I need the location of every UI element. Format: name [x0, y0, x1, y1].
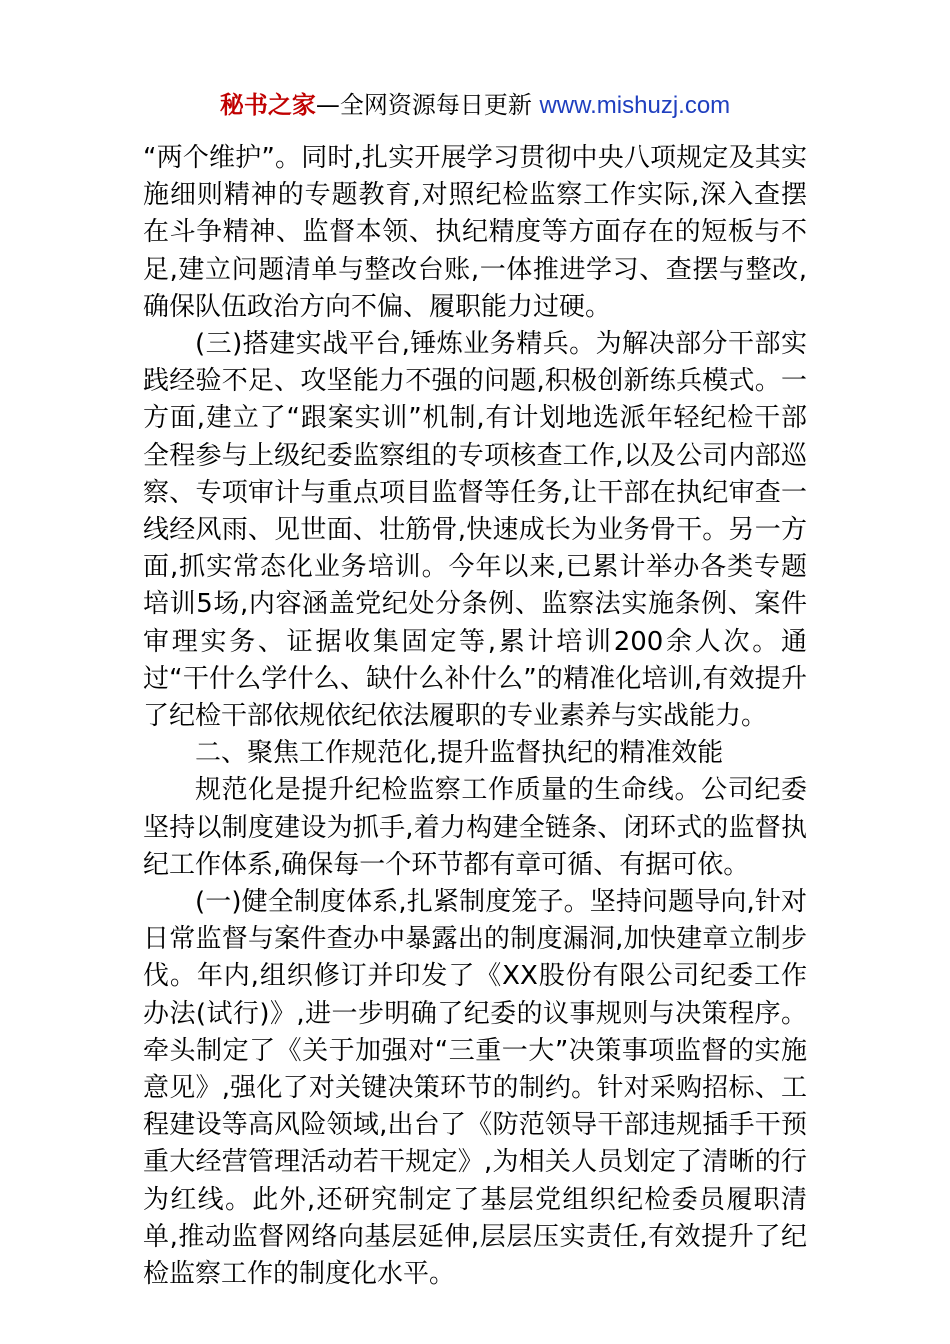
paragraph-standardization-intro: 规范化是提升纪检监察工作质量的生命线。公司纪委坚持以制度建设为抓手,着力构建全链条、闭环式的监督执纪工作体系,确保每一个环节都有章可循、有据可依。	[143, 775, 807, 880]
paragraph-institution-system: (一)健全制度体系,扎紧制度笼子。坚持问题导向,针对日常监督与案件查办中暴露出的制度漏洞,加快建章立制步伐。年内,组织修订并印发了《XX股份有限公司纪委工作办法(试行)》,进一步明确了纪委的议事规则与决策程序。牵头制定了《关于加强对“三重一大”决策事项监督的实施意见》,强化了对关键决策环节的制约。针对采购招标、工程建设等高风险领域,出台了《防范领导干部违规插手干预重大经营管理活动若干规定》,为相关人员划定了清晰的行为红线。此外,还研究制定了基层党组织纪检委员履职清单,推动监督网络向基层延伸,层层压实责任,有效提升了纪检监察工作的制度化水平。	[143, 887, 807, 1290]
brand-name: 秘书之家	[219, 91, 316, 119]
page-header	[0, 88, 950, 123]
paragraph-training-platform: (三)搭建实战平台,锤炼业务精兵。为解决部分干部实践经验不足、攻坚能力不强的问题,积极创新练兵模式。一方面,建立了“跟案实训”机制,有计划地选派年轻纪检干部全程参与上级纪委监察组的专项核查工作,以及公司内部巡察、专项审计与重点项目监督等任务,让干部在执纪审查一线经风雨、见世面、壮筋骨,快速成长为业务骨干。另一方面,抓实常态化业务培训。今年以来,已累计举办各类专题培训5场,内容涵盖党纪处分条例、监察法实施条例、案件审理实务、证据收集固定等,累计培训200余人次。通过“干什么学什么、缺什么补什么”的精准化培训,有效提升了纪检干部依规依纪依法履职的专业素养与实战能力。	[143, 329, 807, 732]
section-heading: 二、聚焦工作规范化,提升监督执纪的精准效能	[195, 738, 724, 769]
header-tagline: —全网资源每日更新	[315, 91, 540, 119]
site-url-link[interactable]: www.mishuzj.com	[539, 92, 731, 119]
paragraph-continued: “两个维护”。同时,扎实开展学习贯彻中央八项规定及其实施细则精神的专题教育,对照纪检监察工作实际,深入查摆在斗争精神、监督本领、执纪精度等方面存在的短板与不足,建立问题清单与整改台账,一体推进学习、查摆与整改,确保队伍政治方向不偏、履职能力过硬。	[143, 143, 807, 322]
document-body	[143, 140, 807, 1293]
